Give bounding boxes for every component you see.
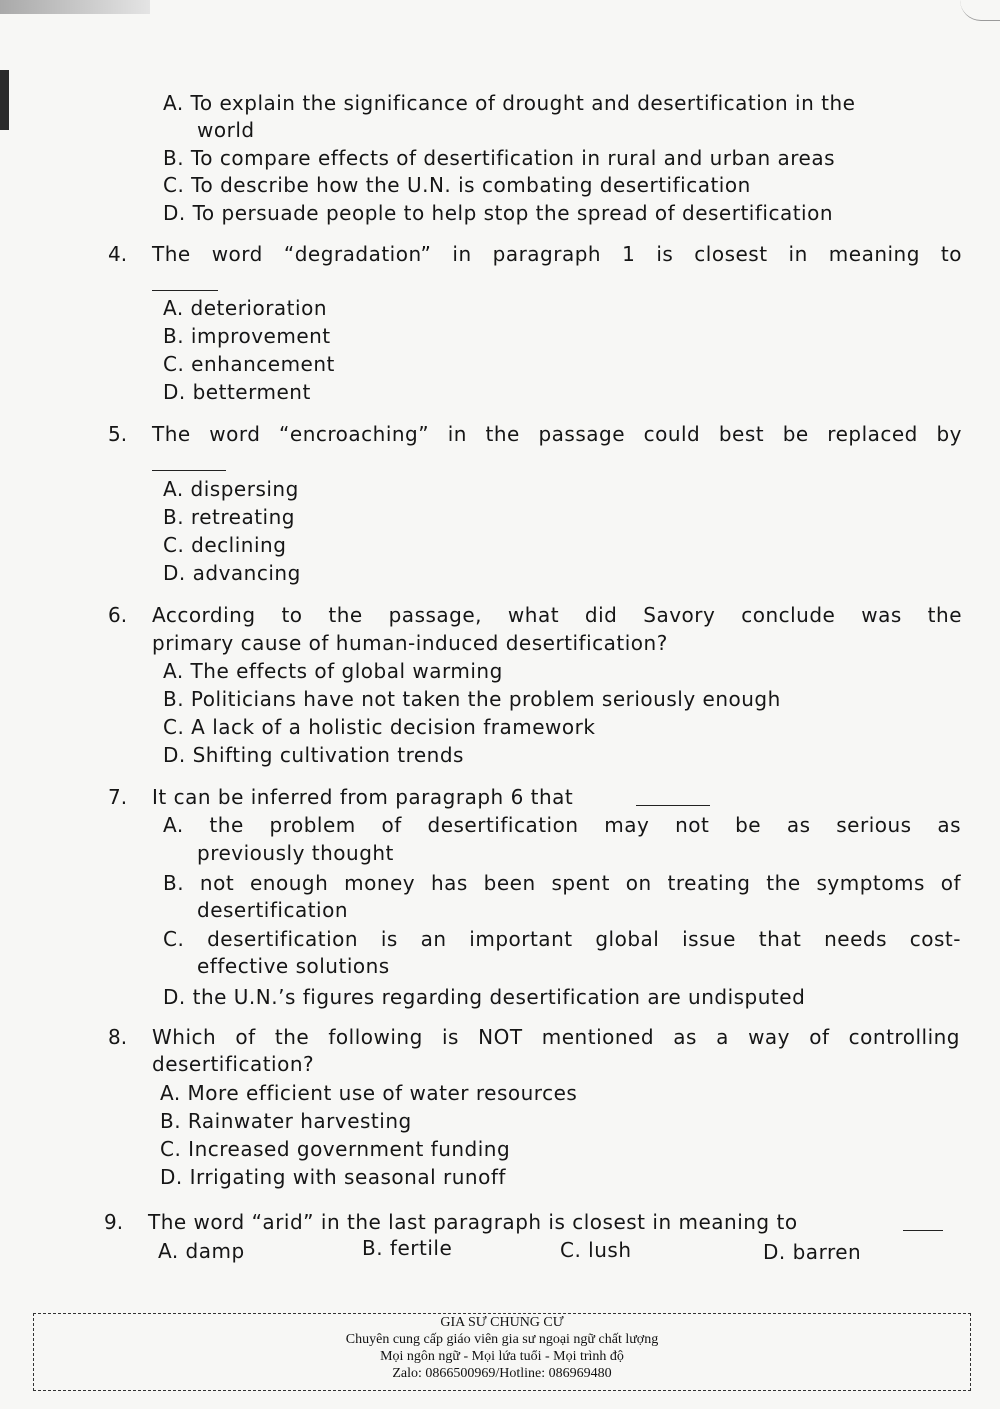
option-3a-cont: world [197,118,255,142]
option-4a: A. deterioration [163,296,327,320]
option-8d: D. Irrigating with seasonal runoff [160,1165,506,1189]
option-9a: A. damp [158,1239,245,1263]
option-5b: B. retreating [163,505,295,529]
option-7b: B. not enough money has been spent on treating the symptoms of [163,871,961,895]
option-5a: A. dispersing [163,477,299,501]
footer-ad-box [33,1313,971,1391]
answer-blank [903,1212,943,1231]
option-7d: D. the U.N.’s figures regarding desertification are undisputed [163,985,806,1009]
option-4c: C. enhancement [163,352,335,376]
option-6c: C. A lack of a holistic decision framework [163,715,596,739]
option-7a: A. the problem of desertification may not be as serious as [163,813,961,837]
question-stem: Which of the following is NOT mentioned as a way of controlling [152,1025,960,1049]
question-stem: The word “arid” in the last paragraph is closest in meaning to [148,1210,798,1234]
question-stem: The word “degradation” in paragraph 1 is closest in meaning to [152,242,962,266]
option-9b: B. fertile [362,1236,453,1260]
option-5c: C. declining [163,533,287,557]
option-3b: B. To compare effects of desertification in rural and urban areas [163,146,836,170]
question-stem: The word “encroaching” in the passage could best be replaced by [152,422,962,446]
question-number: 8. [108,1025,128,1049]
option-6d: D. Shifting cultivation trends [163,743,464,767]
scan-edge-shadow [0,0,150,14]
question-number: 4. [108,242,128,266]
option-3a: A. To explain the significance of drought and desertification in the [163,91,856,115]
question-number: 6. [108,603,128,627]
option-8a: A. More efficient use of water resources [160,1081,578,1105]
option-7c-cont: effective solutions [197,954,390,978]
question-stem: According to the passage, what did Savory conclude was the [152,603,962,627]
answer-blank [636,787,710,806]
answer-blank [152,272,218,291]
option-7b-cont: desertification [197,898,349,922]
option-4b: B. improvement [163,324,331,348]
option-3d: D. To persuade people to help stop the spread of desertification [163,201,834,225]
footer-title: GIA SƯ CHUNG CƯ [440,1315,564,1330]
option-9c: C. lush [560,1238,632,1262]
footer-line-3: Zalo: 0866500969/Hotline: 086969480 [392,1366,612,1381]
option-5d: D. advancing [163,561,301,585]
option-7c: C. desertification is an important global issue that needs cost- [163,927,961,951]
option-9d: D. barren [763,1240,862,1264]
option-4d: D. betterment [163,380,311,404]
option-8b: B. Rainwater harvesting [160,1109,412,1133]
question-number: 5. [108,422,128,446]
option-6a: A. The effects of global warming [163,659,503,683]
question-stem-cont: primary cause of human-induced desertification? [152,631,668,655]
question-number: 9. [104,1210,124,1234]
question-stem-cont: desertification? [152,1052,315,1076]
scan-edge-mark [0,70,9,130]
option-7a-cont: previously thought [197,841,394,865]
question-number: 7. [108,785,128,809]
option-3c: C. To describe how the U.N. is combating desertification [163,173,751,197]
question-stem: It can be inferred from paragraph 6 that [152,785,574,809]
footer-line-1: Chuyên cung cấp giáo viên gia sư ngoại ngữ chất lượng [345,1332,659,1347]
answer-blank [152,452,226,471]
option-6b: B. Politicians have not taken the problem seriously enough [163,687,781,711]
page-corner-curl [960,0,1000,21]
footer-line-2: Mọi ngôn ngữ - Mọi lứa tuổi - Mọi trình độ [380,1349,624,1364]
option-8c: C. Increased government funding [160,1137,511,1161]
